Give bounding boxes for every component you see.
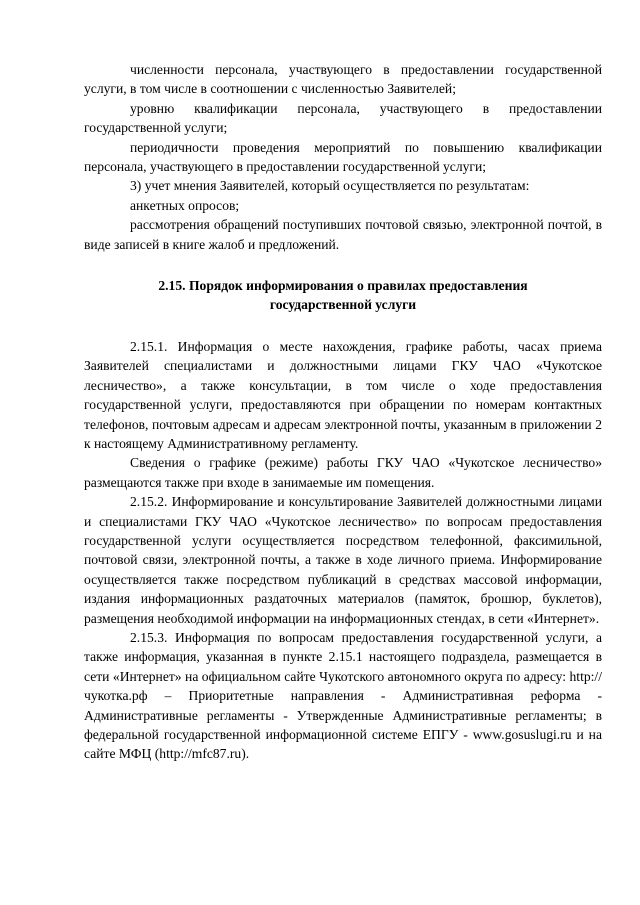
paragraph-schedule-info: Сведения о графике (режиме) работы ГКУ ЧАО «Чукотское лесничество» размещаются также при входе в занимаемые им помещения.	[84, 455, 602, 490]
section-heading-line1: 2.15. Порядок информирования о правилах предоставления	[158, 278, 528, 294]
section-heading	[84, 276, 602, 315]
paragraph-2-15-3: 2.15.3. Информация по вопросам предоставления государственной услуги, а также информация, указанная в пункте 2.15.1 настоящего подраздела, размещается в сети «Интернет» на официальном сайте Чукотского автономного округа по адресу: http://чукотка.рф – Приоритетные направления - Административная реформа - Административные регламенты - Утвержденные Административные регламенты; в федеральной государственной информационной системе ЕПГУ - www.gosuslugi.ru и на сайте МФЦ (http://mfc87.ru).	[84, 629, 602, 762]
paragraph-personnel-qualification: уровню квалификации персонала, участвующего в предоставлении государственной услуги;	[84, 100, 602, 136]
paragraph-personnel-count: численности персонала, участвующего в предоставлении государственной услуги, в том числе в соотношении с численностью Заявителей;	[84, 62, 602, 97]
paragraph-2-15-2: 2.15.2. Информирование и консультирование Заявителей должностными лицами и специалистами ГКУ ЧАО «Чукотское лесничество» по вопросам предоставления государственной услуги осуществляется посредством телефонной, факсимильной, почтовой связи, электронной почты, а также в ходе личного приема. Информирование осуществляется также посредством публикаций в средствах массовой информации, издания информационных раздаточных материалов (памяток, брошюр, буклетов), размещения необходимой информации на информационных стендах, в сети «Интернет».	[84, 494, 602, 626]
paragraph-surveys: анкетных опросов;	[130, 197, 240, 213]
paragraph-2-15-1: 2.15.1. Информация о месте нахождения, графике работы, часах приема Заявителей специалистами и должностными лицами ГКУ ЧАО «Чукотское лесничество», а также консультации, в том числе о ходе предоставления государственной услуги, предоставляются при обращении по номерам контактных телефонов, почтовым адресам и адресам электронной почты, указанным в приложении 2 к настоящему Административному регламенту.	[84, 338, 602, 451]
section-heading-line2: государственной услуги	[269, 297, 417, 313]
paragraph-applicant-opinion: 3) учет мнения Заявителей, который осуществляется по результатам:	[130, 178, 530, 194]
paragraph-training-frequency: периодичности проведения мероприятий по повышению квалификации персонала, участвующего в предоставлении государственной услуги;	[84, 139, 602, 175]
paragraph-complaints: рассмотрения обращений поступивших почтовой связью, электронной почтой, в виде записей в книге жалоб и предложений.	[84, 217, 602, 252]
document-page	[84, 60, 602, 764]
